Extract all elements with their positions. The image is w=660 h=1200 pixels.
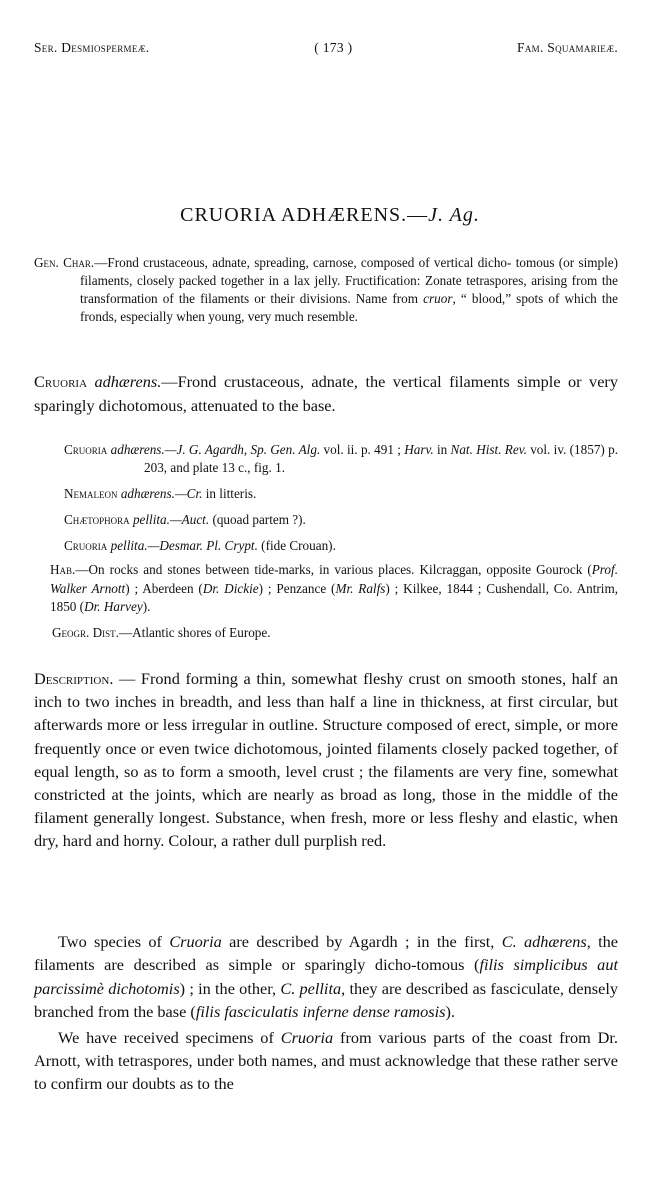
habitat: Hab.—On rocks and stones between tide-marks, in various places. Kilcraggan, opposite Gourock (Prof. Walker Arnott) ; Aberdeen (Dr. Dickie) ; Penzance (Mr. Ralfs) ; Kilkee, 1844 ; Cushendall, Co. Antrim, 1850 (Dr. Harvey). [50, 562, 619, 614]
synonym-entry: Cruoria pellita.—Desmar. Pl. Crypt. (fide Crouan). [64, 538, 336, 553]
page-number: ( 173 ) [314, 40, 353, 55]
family-heading: Fam. Squamarieæ. [517, 40, 618, 55]
description-label: Description. [34, 669, 114, 688]
species-genus: Cruoria [34, 372, 88, 391]
running-header [34, 40, 618, 56]
habitat-label: Hab. [50, 562, 76, 577]
description-text: — Frond forming a thin, somewhat fleshy crust on smooth stones, half an inch to two inches in breadth, and less than half a line in thickness, at first circular, but afterwards more or less irregular in outline. Structure composed of erect, simple, or more frequently once or even twice dichotomous, jointed filaments closely packed together, of equal length, so as to form a smooth, level crust ; the filaments are very fine, somewhat constricted at the joints, which are nearly as broad as long, those in the middle of the filament generally longest. Substance, when fresh, more or less fleshy and elastic, when dry, hard and horny. Colour, a rather dull purplish red. [34, 669, 618, 851]
geography-label: Geogr. Dist. [52, 625, 119, 640]
geographical-distribution: Geogr. Dist.—Atlantic shores of Europe. [52, 625, 271, 640]
page-title [0, 204, 660, 227]
synonymy [64, 441, 618, 563]
generic-character-text: Gen. Char.—Frond crustaceous, adnate, spreading, carnose, composed of vertical dicho- tomous (or simple) filaments, closely packed together in a lax jelly. Fructification: Zonate tetraspores, arising from the transformation of the filaments or their divisions. Name from cruor, “ blood,” spots of which the fronds, especially when young, very much resemble. [34, 255, 618, 324]
synonym-entry: Cruoria adhærens.—J. G. Agardh, Sp. Gen. Alg. vol. ii. p. 491 ; Harv. in Nat. Hist. Rev. vol. iv. (1857) p. 203, and plate 13 c., fig. 1. [64, 442, 619, 475]
gen-char-label: Gen. Char. [34, 255, 95, 270]
title-species: CRUORIA ADHÆRENS.— [180, 204, 429, 226]
synonym-entry: Chætophora pellita.—Auct. (quoad partem ?). [64, 512, 306, 527]
discussion [34, 930, 618, 1098]
generic-character [34, 254, 618, 326]
species-description: —Frond crustaceous, adnate, the vertical filaments simple or very sparingly dichotomous, attenuated to the base. [34, 372, 618, 415]
description [34, 667, 618, 853]
series-heading: Ser. Desmiospermeæ. [34, 40, 150, 55]
paragraph: Two species of Cruoria are described by Agardh ; in the first, C. adhærens, the filaments are described as simple or sparingly dicho-tomous (filis simplicibus aut parcissimè dichotomis) ; in the other, C. pellita, they are described as fasciculate, densely branched from the base (filis fasciculatis inferne dense ramosis). [34, 932, 619, 1022]
specific-character [34, 370, 618, 418]
title-author: J. Ag. [428, 204, 480, 226]
paragraph: We have received specimens of Cruoria from various parts of the coast from Dr. Arnott, with tetraspores, under both names, and must acknowledge that these rather serve to confirm our doubts as to the [34, 1027, 619, 1094]
species-epithet: adhærens. [94, 372, 162, 391]
synonym-entry: Nemaleon adhærens.—Cr. in litteris. [64, 486, 257, 501]
